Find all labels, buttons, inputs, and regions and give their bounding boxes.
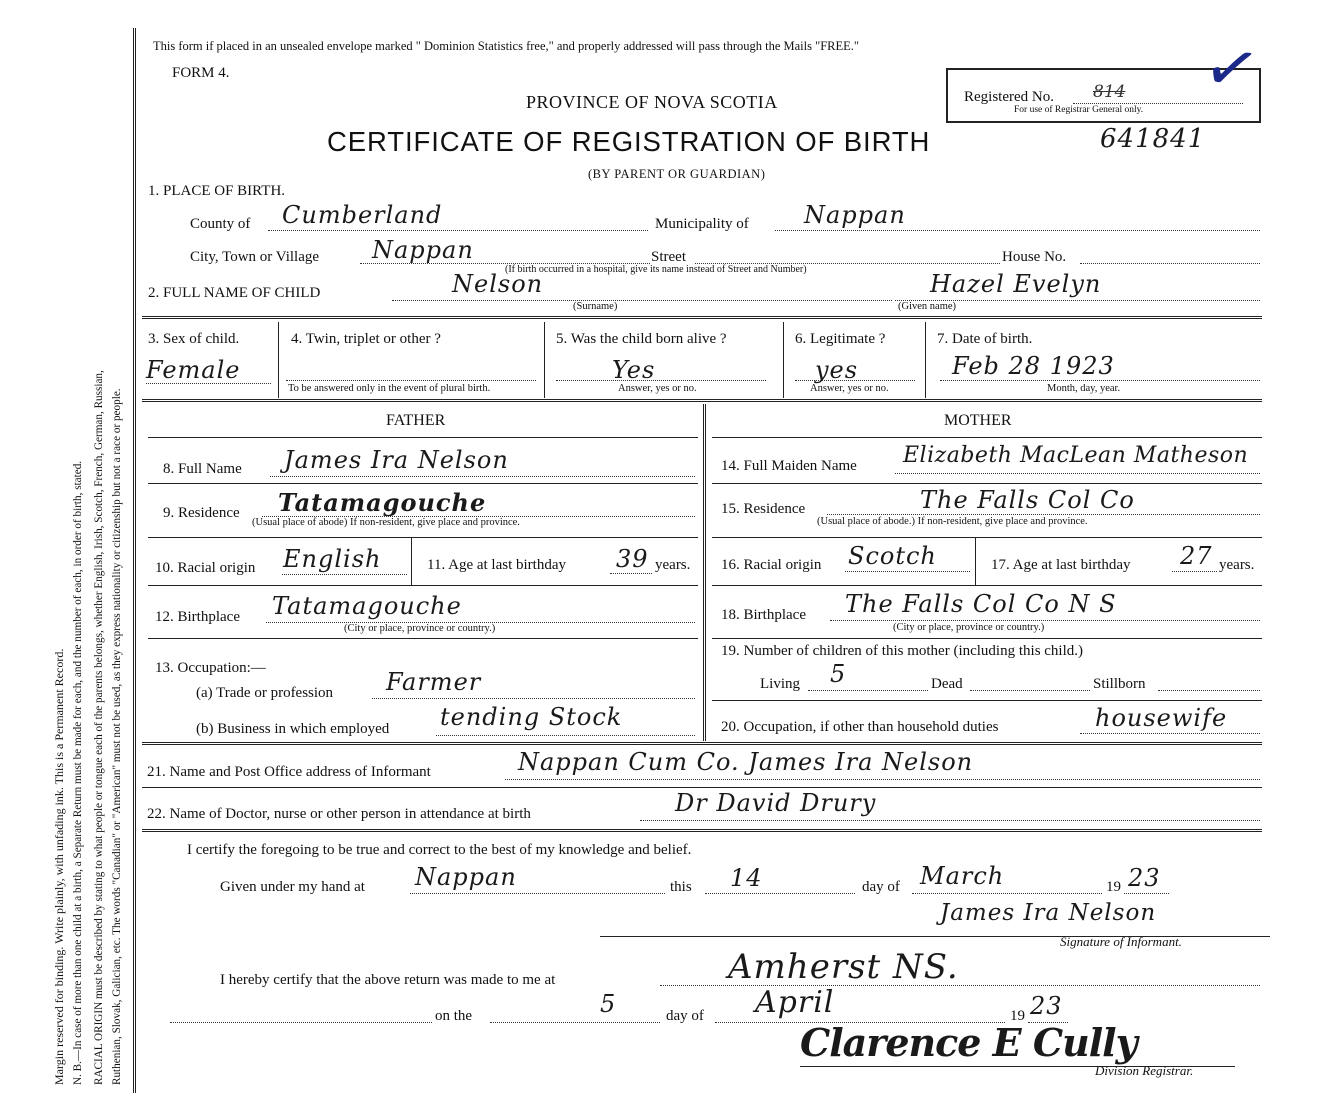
alive-label: 5. Was the child born alive ? [556, 331, 727, 347]
mother-rule-6 [712, 700, 1262, 701]
stillborn-line [1158, 690, 1260, 691]
child-name-label: 2. FULL NAME OF CHILD [148, 285, 321, 301]
given-year: 23 [1128, 864, 1161, 892]
father-occupation-label: 13. Occupation:— [155, 660, 266, 676]
margin-note-binding: Margin reserved for binding. Write plainly, with unfading ink. This is a Permanent Record. [52, 648, 66, 1085]
given-day-line [705, 893, 855, 894]
mother-race-label: 16. Racial origin [721, 557, 822, 573]
father-business-label: (b) Business in which employed [196, 721, 390, 737]
registration-month: April [755, 985, 835, 1020]
page-title: CERTIFICATE OF REGISTRATION OF BIRTH [327, 126, 931, 157]
page-subtitle: (BY PARENT OR GUARDIAN) [588, 167, 766, 181]
mother-occupation-line [1080, 733, 1260, 734]
registered-no-label: Registered No. [964, 89, 1054, 105]
form-number: FORM 4. [172, 65, 230, 81]
mother-age: 27 [1180, 542, 1213, 570]
given-year-line [1124, 893, 1169, 894]
father-mother-divider [703, 404, 706, 741]
mother-name-label: 14. Full Maiden Name [721, 458, 857, 474]
father-age-label: 11. Age at last birthday [427, 557, 566, 573]
doctor-label: 22. Name of Doctor, nurse or other person in attendance at birth [147, 806, 531, 822]
informant-signature: James Ira Nelson [940, 900, 1157, 926]
given-month: March [920, 862, 1005, 890]
father-rule-2 [148, 483, 698, 484]
registrar-signature: Clarence E Cully [800, 1020, 1137, 1065]
mother-children-label: 19. Number of children of this mother (including this child.) [721, 643, 1084, 659]
father-race: English [283, 545, 382, 573]
given-place: Nappan [415, 863, 517, 891]
hospital-note: (If birth occurred in a hospital, give its name instead of Street and Number) [505, 264, 807, 275]
sex-label: 3. Sex of child. [148, 331, 240, 347]
mother-race: Scotch [848, 542, 937, 570]
father-trade-line [372, 698, 695, 699]
father-years-label: years. [655, 557, 691, 573]
mother-rule-2 [712, 483, 1262, 484]
mother-name-line [895, 473, 1260, 474]
father-rule-4 [148, 585, 698, 586]
father-rule-3 [148, 537, 698, 538]
mother-birthplace-note: (City or place, province or country.) [893, 622, 1045, 633]
stillborn-label: Stillborn [1093, 676, 1146, 692]
county-value: Cumberland [282, 201, 443, 229]
given-month-line [912, 893, 1102, 894]
street-label: Street [651, 249, 686, 265]
municipality-line [775, 230, 1260, 231]
margin-note-racial-origin-2: Ruthenian, Slovak, Galician, etc. The words "Canadian" or "American" must not be used, as they express nationality or citizenship but not a race or people. [111, 388, 123, 1085]
mother-heading: MOTHER [944, 412, 1012, 429]
return-place: Amherst NS. [728, 947, 959, 987]
father-birthplace: Tatamagouche [272, 592, 462, 620]
living-label: Living [760, 676, 800, 692]
mail-notice: This form if placed in an unsealed envelope marked " Dominion Statistics free," and properly addressed will pass through the Mails "FREE." [153, 39, 860, 53]
father-trade: Farmer [386, 668, 482, 696]
dob-label: 7. Date of birth. [937, 331, 1033, 347]
dead-label: Dead [931, 676, 963, 692]
signature-caption: Signature of Informant. [1060, 934, 1182, 949]
divider-4-5 [544, 322, 545, 398]
place-heading: 1. PLACE OF BIRTH. [148, 183, 286, 199]
mother-birthplace: The Falls Col Co N S [845, 590, 1117, 618]
mother-age-label: 17. Age at last birthday [991, 557, 1131, 573]
informant-line [505, 779, 1260, 780]
mother-birthplace-label: 18. Birthplace [721, 607, 806, 623]
twin-label: 4. Twin, triplet or other ? [291, 331, 441, 347]
father-name: James Ira Nelson [284, 446, 509, 474]
mother-residence: The Falls Col Co [920, 486, 1135, 514]
return-label: I hereby certify that the above return was made to me at [220, 972, 556, 988]
father-age-line [610, 573, 652, 574]
on-the-label: on the [435, 1008, 473, 1024]
father-race-label: 10. Racial origin [155, 560, 256, 576]
municipality-label: Municipality of [655, 216, 749, 232]
mother-residence-line [827, 514, 1260, 515]
legitimate-label: 6. Legitimate ? [795, 331, 886, 347]
father-business: tending Stock [440, 703, 623, 731]
legitimate-value: yes [815, 356, 859, 384]
child-given-name: Hazel Evelyn [930, 270, 1102, 298]
province-heading: PROVINCE OF NOVA SCOTIA [526, 92, 778, 112]
city-value: Nappan [372, 236, 474, 264]
rule-parents-bottom [142, 742, 1262, 745]
father-residence-note: (Usual place of abode) If non-resident, give place and province. [252, 517, 520, 528]
alive-value: Yes [612, 356, 656, 384]
child-surname: Nelson [452, 270, 544, 298]
father-rule-1 [148, 437, 698, 438]
given-place-line [410, 893, 665, 894]
father-age: 39 [616, 545, 649, 573]
given-under-label: Given under my hand at [220, 879, 365, 895]
given-day: 14 [730, 864, 763, 892]
father-name-label: 8. Full Name [163, 461, 242, 477]
mother-age-line [1172, 571, 1217, 572]
mother-occupation: housewife [1095, 704, 1228, 732]
county-line [268, 230, 648, 231]
legitimate-note: Answer, yes or no. [810, 383, 889, 394]
registration-day: 5 [600, 990, 617, 1018]
mother-rule-1 [712, 437, 1262, 438]
father-birthplace-note: (City or place, province or country.) [344, 623, 496, 634]
twin-note: To be answered only in the event of plural birth. [288, 383, 491, 394]
father-name-line [270, 476, 695, 477]
divider-5-6 [783, 322, 784, 398]
father-trade-label: (a) Trade or profession [196, 685, 334, 701]
sex-value: Female [146, 356, 241, 384]
father-race-age-divider [411, 537, 412, 585]
dead-line [970, 690, 1090, 691]
father-business-line [436, 735, 695, 736]
registrar-caption: Division Registrar. [1095, 1063, 1194, 1078]
municipality-value: Nappan [804, 201, 906, 229]
informant-value: Nappan Cum Co. James Ira Nelson [518, 748, 974, 776]
mother-years-label: years. [1219, 557, 1255, 573]
living-line [808, 690, 928, 691]
divider-6-7 [925, 322, 926, 398]
father-residence: Tatamagouche [278, 488, 487, 517]
mother-occupation-label: 20. Occupation, if other than household duties [721, 719, 999, 735]
twin-line [286, 380, 536, 381]
margin-note-racial-origin: RACIAL ORIGIN must be described by stating to what people or tongue each of the parents belongs, whether English, Irish, Scotch, French, German, Russian, [93, 370, 105, 1085]
dob-value: Feb 28 1923 [952, 352, 1115, 380]
registration-day-of-label: day of [666, 1008, 704, 1024]
check-mark-icon: ✓ [1196, 25, 1267, 112]
divider-3-4 [278, 322, 279, 398]
rule-informant [142, 787, 1262, 788]
legitimate-line [795, 380, 915, 381]
registration-year-prefix: 19 [1010, 1008, 1025, 1024]
father-rule-5 [148, 638, 698, 639]
registration-day-line [490, 1022, 660, 1023]
mother-residence-note: (Usual place of abode.) If non-resident, give place and province. [817, 516, 1088, 527]
mother-name: Elizabeth MacLean Matheson [903, 443, 1249, 468]
registration-year: 23 [1030, 992, 1063, 1020]
alive-note: Answer, yes or no. [618, 383, 697, 394]
dob-note: Month, day, year. [1047, 383, 1121, 394]
rule-parents-top [142, 399, 1262, 402]
county-label: County of [190, 216, 251, 232]
mother-rule-3 [712, 537, 1262, 538]
living-count: 5 [830, 660, 847, 688]
certify-statement: I certify the foregoing to be true and correct to the best of my knowledge and belief. [187, 842, 692, 858]
given-name-caption: (Given name) [898, 301, 957, 312]
father-race-line [282, 574, 407, 575]
surname-caption: (Surname) [573, 301, 618, 312]
mother-residence-label: 15. Residence [721, 501, 806, 517]
mother-rule-4 [712, 585, 1262, 586]
house-no-label: House No. [1002, 249, 1067, 265]
certificate-number: 641841 [1100, 124, 1206, 154]
doctor-value: Dr David Drury [675, 789, 877, 817]
father-residence-label: 9. Residence [163, 505, 240, 521]
mother-birthplace-line [830, 620, 1260, 621]
registered-no-struck: 814 [1093, 82, 1126, 102]
mother-race-age-divider [975, 537, 976, 585]
rule-certification-top [142, 829, 1262, 832]
informant-label: 21. Name and Post Office address of Informant [147, 764, 431, 780]
margin-note-nb: N. B.—In case of more than one child at a birth, a Separate Return must be made for each, and the number of each, in order of birth, stated. [72, 460, 84, 1085]
this-label: this [670, 879, 692, 895]
house-no-line [1080, 263, 1260, 264]
on-the-leading-line [170, 1022, 432, 1023]
father-birthplace-label: 12. Birthplace [155, 609, 240, 625]
surname-line [392, 300, 892, 301]
year-prefix: 19 [1106, 879, 1121, 895]
registrar-general-note: For use of Registrar General only. [1014, 105, 1144, 115]
rule-row-3-top [142, 316, 1262, 319]
alive-line [556, 380, 766, 381]
day-of-label: day of [862, 879, 900, 895]
mother-race-line [845, 571, 970, 572]
sex-line [146, 383, 271, 384]
return-place-line [660, 985, 1260, 986]
dob-line [940, 380, 1260, 381]
doctor-line [640, 820, 1260, 821]
father-heading: FATHER [386, 412, 446, 429]
mother-rule-5 [712, 638, 1262, 639]
city-label: City, Town or Village [190, 249, 320, 265]
binding-margin-rule [133, 28, 136, 1093]
